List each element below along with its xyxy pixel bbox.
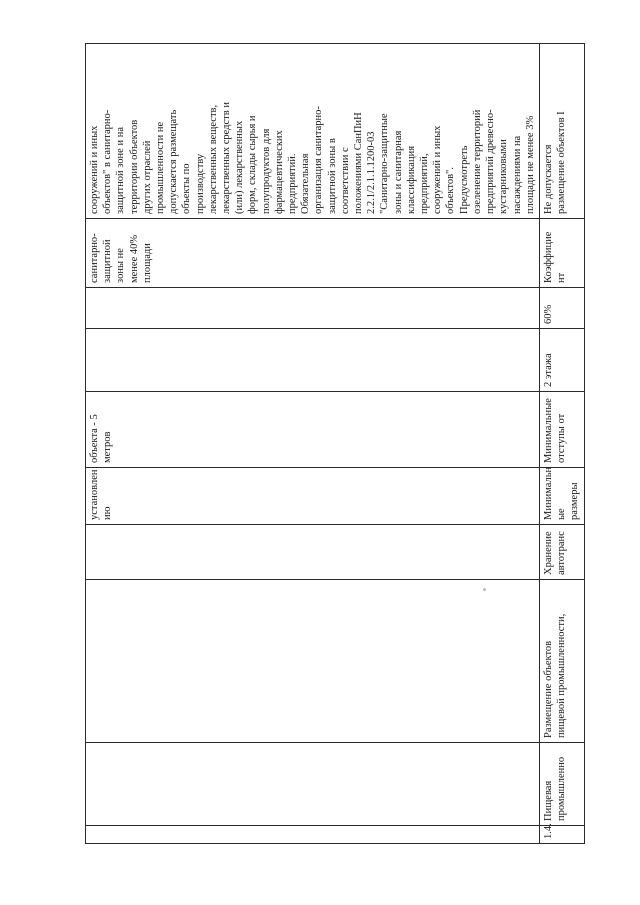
cell-restrictions: Не допускается размещение объектов I — [539, 44, 584, 219]
zoning-table — [85, 43, 585, 844]
cell-restrictions: сооружений и иных объектов" в санитарно- защитной зоне и на территории объектов других отраслей промышленности не допускается размещать объекты по производству лекарственных веществ, лекарственных средств и (или) лекарственных форм, склады сырья и полупродуктов для фармацевтических предприятий. Обязательная организация санитарно- защитной зоны в соответствии с положениями СанПиН 2.2.1/2.1.1.1200-03 "Санитарно-защитные зоны и санитарная классификация предприятий, сооружений и иных объектов". Предусмотреть озеленение территорий предприятий древесно- кустарниковыми насаждениями на площади не менее 3% — [86, 44, 540, 219]
cell-floors: 2 этажа — [539, 329, 584, 392]
table-row-lower — [539, 44, 584, 844]
cell-main-use: Размещение объектов пищевой промышленности, — [539, 580, 584, 743]
cell-number: 1.4. — [539, 826, 584, 844]
cell-name — [86, 743, 540, 826]
cell-name: Пищевая промышленно — [539, 743, 584, 826]
cell-aux-use — [86, 525, 540, 580]
cell-floors — [86, 329, 540, 392]
cell-number — [86, 826, 540, 844]
cell-coverage — [86, 288, 540, 329]
table-row-upper — [86, 44, 540, 844]
rotated-page — [85, 44, 581, 844]
cell-setback: объекта - 5 метров — [86, 392, 540, 468]
cell-coverage: 60% — [539, 288, 584, 329]
cell-aux-use: Хранение автотранс — [539, 525, 584, 580]
cell-coefficient: Коэффицие нт — [539, 219, 584, 288]
cell-plot-size: Минимальн ые размеры — [539, 468, 584, 525]
cell-main-use — [86, 580, 540, 743]
cell-coefficient: санитарно- защитной зоны не менее 40% площади — [86, 219, 540, 288]
cell-plot-size: установлен ию — [86, 468, 540, 525]
cell-setback: Минимальные отступы от — [539, 392, 584, 468]
